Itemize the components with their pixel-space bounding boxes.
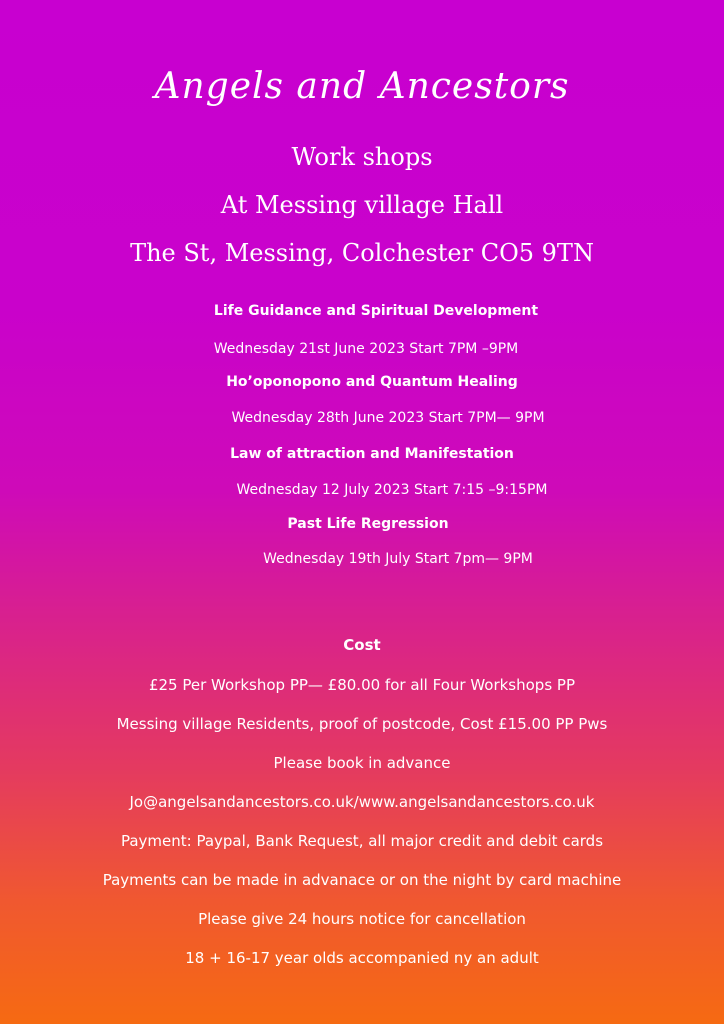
workshop-3-name: Law of attraction and Manifestation [230, 446, 514, 462]
workshop-2-date: Wednesday 28th June 2023 Start 7PM— 9PM [231, 410, 545, 426]
cost-line-8: 18 + 16-17 year olds accompanied ny an adult [185, 949, 539, 967]
workshop-4-date: Wednesday 19th July Start 7pm— 9PM [263, 551, 533, 567]
cost-line-3: Please book in advance [273, 754, 451, 772]
cost-line-6: Payments can be made in advanace or on the night by card machine [102, 871, 622, 889]
cost-heading: Cost [343, 636, 381, 654]
venue: At Messing village Hall [220, 191, 504, 219]
contact-link[interactable]: Jo@angelsandancestors.co.uk/www.angelsandancestors.co.uk [129, 793, 595, 811]
address: The St, Messing, Colchester CO5 9TN [130, 239, 594, 267]
cost-line-7: Please give 24 hours notice for cancellation [198, 910, 526, 928]
workshop-2-name: Ho’oponopono and Quantum Healing [226, 374, 518, 390]
cost-line-5: Payment: Paypal, Bank Request, all major credit and debit cards [120, 832, 604, 850]
flyer-title: Angels and Ancestors [154, 66, 570, 107]
subtitle: Work shops [291, 143, 433, 171]
cost-line-1: £25 Per Workshop PP— £80.00 for all Four Workshops PP [148, 676, 576, 694]
workshop-3-date: Wednesday 12 July 2023 Start 7:15 –9:15PM [236, 482, 548, 498]
workshop-1-date: Wednesday 21st June 2023 Start 7PM –9PM [213, 341, 519, 357]
cost-line-2: Messing village Residents, proof of postcode, Cost £15.00 PP Pws [116, 715, 608, 733]
workshop-1-name: Life Guidance and Spiritual Development [213, 303, 539, 319]
workshop-4-name: Past Life Regression [287, 516, 449, 532]
